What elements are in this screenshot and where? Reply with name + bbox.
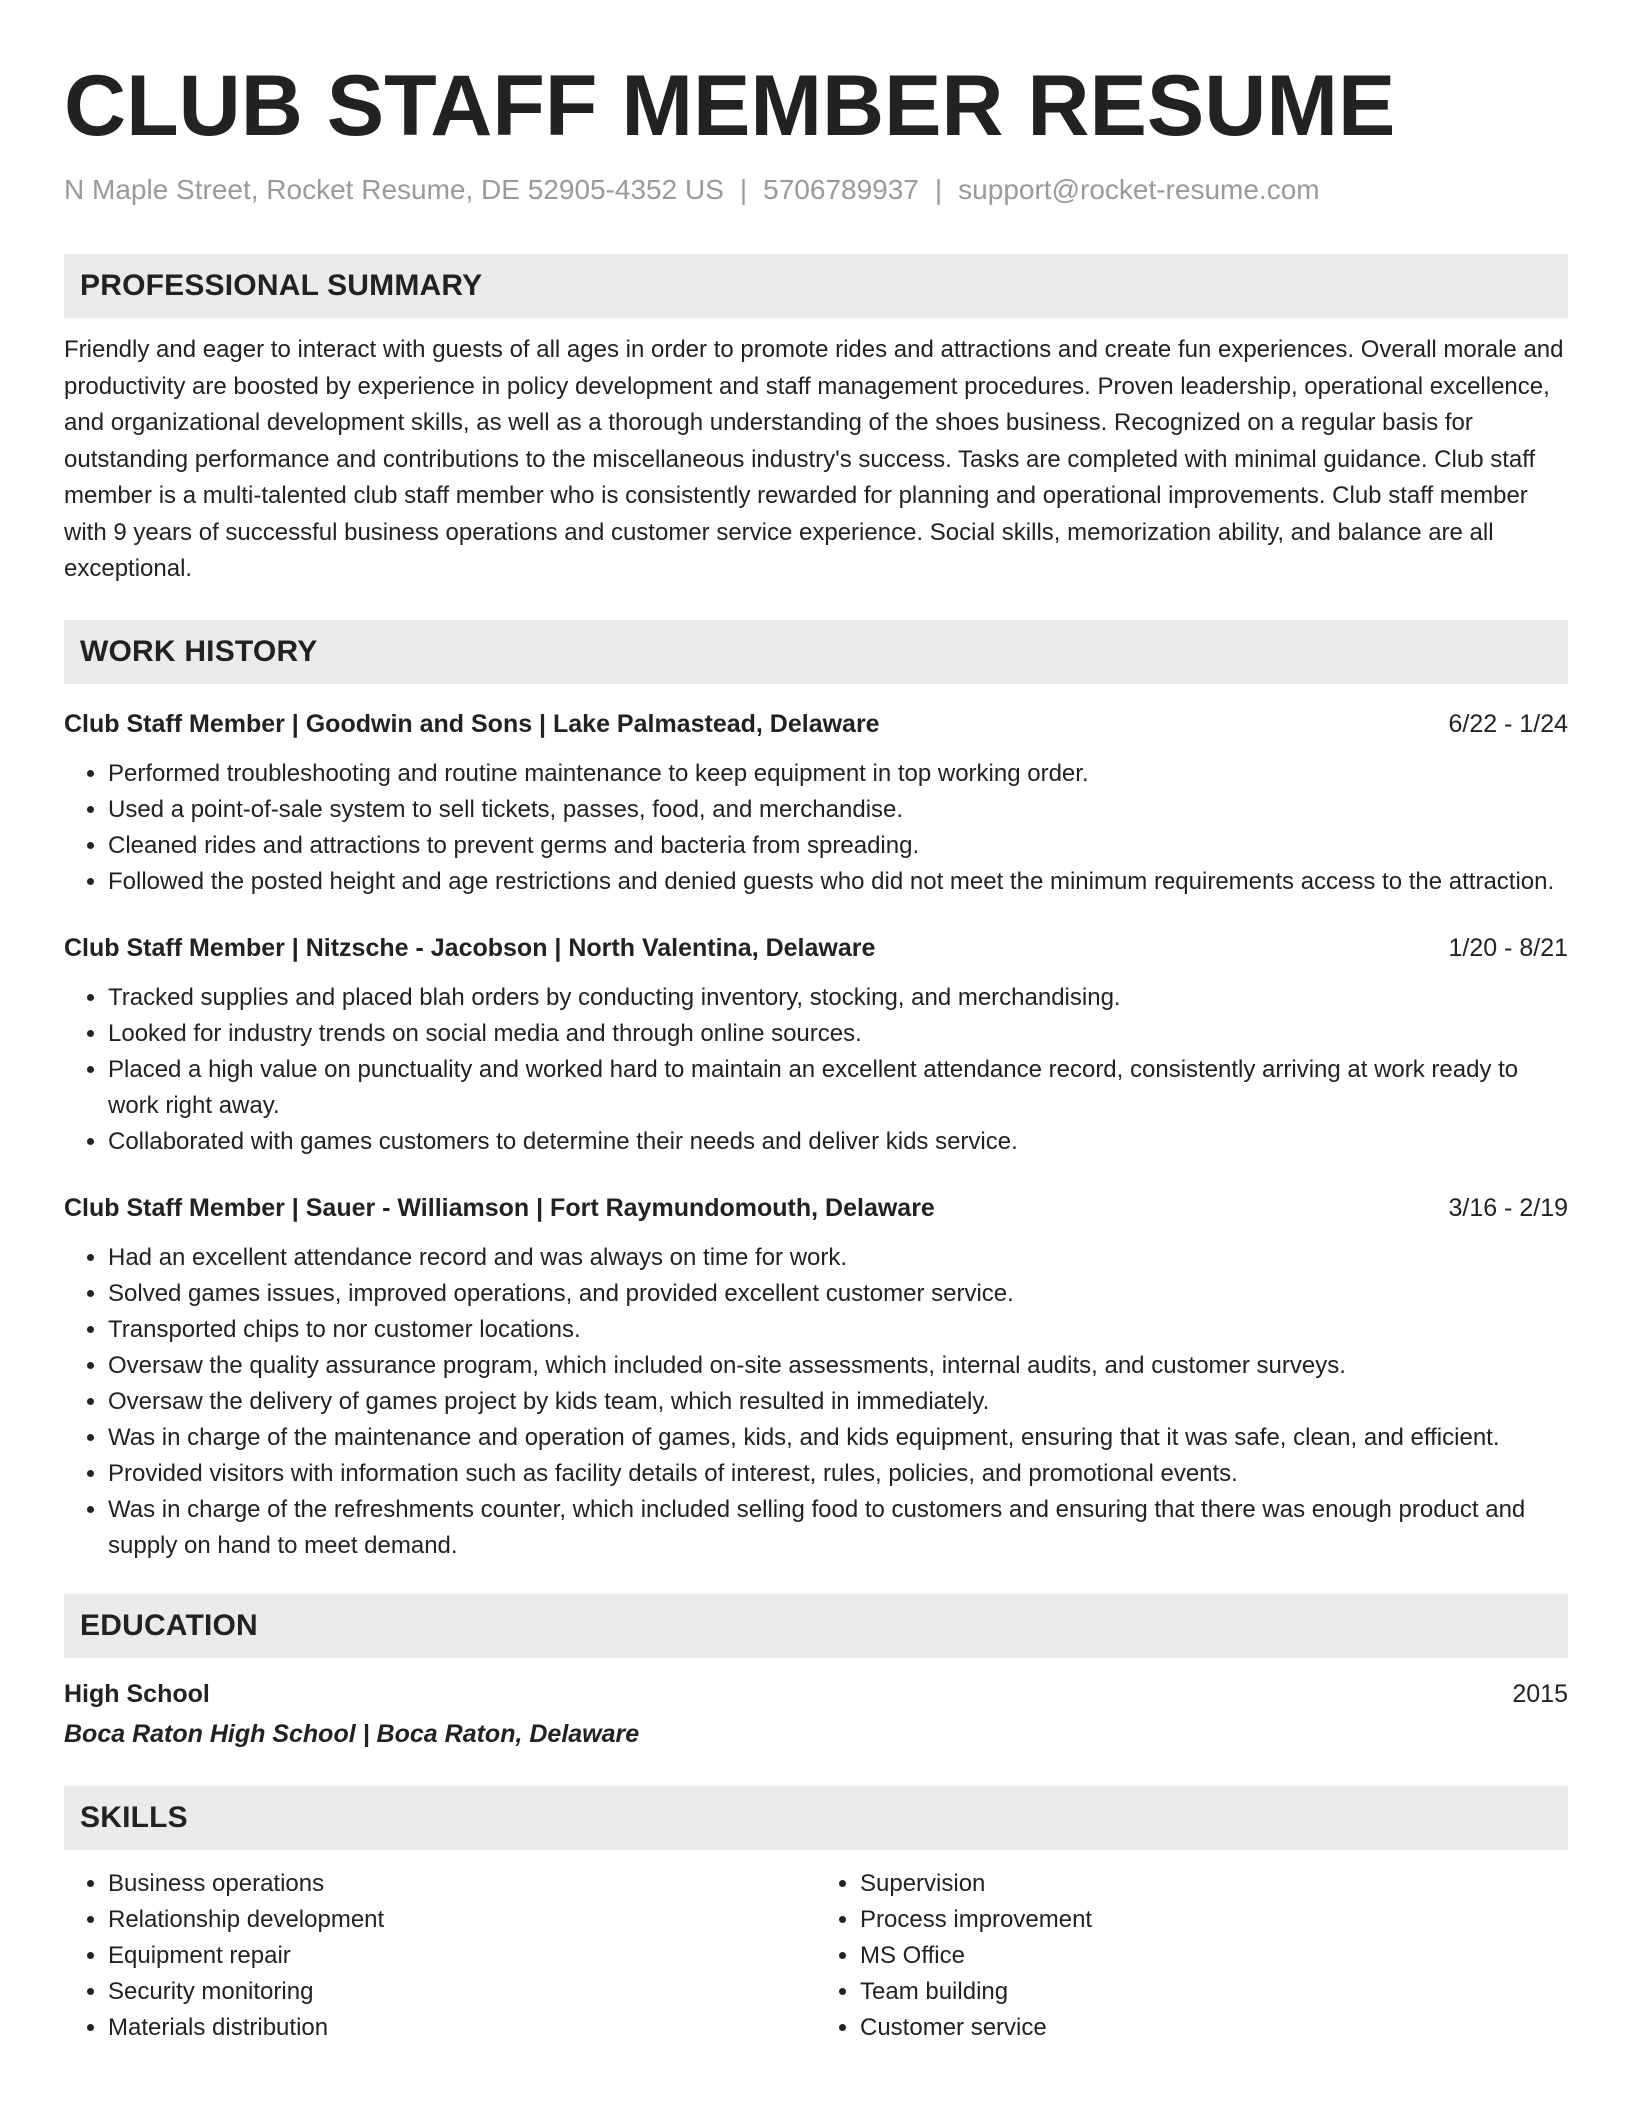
- job-bullet: • Followed the posted height and age restrictions and denied guests who did not meet the minimum requirements access to the attraction.: [108, 864, 1568, 900]
- resume-title: CLUB STAFF MEMBER RESUME: [64, 58, 1396, 154]
- job-entry: [64, 930, 1568, 1160]
- job-entry: [64, 1190, 1568, 1564]
- job-bullet: • Cleaned rides and attractions to prevent germs and bacteria from spreading.: [108, 828, 1568, 864]
- contact-phone: 5706789937: [763, 174, 919, 205]
- skill-item: • Relationship development: [108, 1902, 816, 1938]
- job-bullets: [64, 756, 1568, 900]
- contact-separator: |: [934, 174, 943, 205]
- skill-item: • Process improvement: [860, 1902, 1568, 1938]
- job-bullet: • Tracked supplies and placed blah orders by conducting inventory, stocking, and merchandising.: [108, 980, 1568, 1016]
- skills-column-left: [64, 1866, 816, 2046]
- job-title: Club Staff Member | Sauer - Williamson | Fort Raymundomouth, Delaware: [64, 1193, 935, 1222]
- contact-line: [64, 170, 1568, 210]
- job-header: [64, 1190, 1568, 1226]
- education-school: Boca Raton High School | Boca Raton, Delaware: [64, 1719, 640, 1748]
- job-bullets: [64, 1240, 1568, 1564]
- job-bullet: • Was in charge of the maintenance and operation of games, kids, and kids equipment, ensuring that it was safe, clean, and efficient.: [108, 1420, 1568, 1456]
- skill-item: • Security monitoring: [108, 1974, 816, 2010]
- skill-item: • MS Office: [860, 1938, 1568, 1974]
- section-heading-skills: SKILLS: [64, 1786, 1568, 1850]
- contact-separator: |: [739, 174, 748, 205]
- job-bullet: • Transported chips to nor customer locations.: [108, 1312, 1568, 1348]
- job-dates: 3/16 - 2/19: [1448, 1193, 1568, 1222]
- section-heading-education: EDUCATION: [64, 1594, 1568, 1658]
- section-heading-work-history: WORK HISTORY: [64, 620, 1568, 684]
- education-year: 2015: [1512, 1679, 1568, 1708]
- education-header: [64, 1676, 1568, 1712]
- job-title: Club Staff Member | Nitzsche - Jacobson | North Valentina, Delaware: [64, 933, 876, 962]
- skill-item: • Business operations: [108, 1866, 816, 1902]
- job-bullet: • Looked for industry trends on social media and through online sources.: [108, 1016, 1568, 1052]
- job-bullet: • Oversaw the delivery of games project by kids team, which resulted in immediately.: [108, 1384, 1568, 1420]
- skill-item: • Supervision: [860, 1866, 1568, 1902]
- job-entry: [64, 706, 1568, 900]
- skills-column-right: [816, 1866, 1568, 2046]
- education-degree: High School: [64, 1679, 210, 1708]
- job-bullet: • Collaborated with games customers to determine their needs and deliver kids service.: [108, 1124, 1568, 1160]
- job-bullet: • Had an excellent attendance record and was always on time for work.: [108, 1240, 1568, 1276]
- contact-address: N Maple Street, Rocket Resume, DE 52905-4352 US: [64, 174, 724, 205]
- skill-item: • Team building: [860, 1974, 1568, 2010]
- job-bullet: • Used a point-of-sale system to sell tickets, passes, food, and merchandise.: [108, 792, 1568, 828]
- job-bullets: [64, 980, 1568, 1160]
- skill-item: • Materials distribution: [108, 2010, 816, 2046]
- job-title: Club Staff Member | Goodwin and Sons | Lake Palmastead, Delaware: [64, 709, 880, 738]
- job-bullet: • Placed a high value on punctuality and worked hard to maintain an excellent attendance record, consistently arriving at work ready to work right away.: [108, 1052, 1568, 1124]
- skill-item: • Customer service: [860, 2010, 1568, 2046]
- job-header: [64, 930, 1568, 966]
- job-bullet: • Provided visitors with information such as facility details of interest, rules, policies, and promotional events.: [108, 1456, 1568, 1492]
- skills-grid: [64, 1866, 1568, 2046]
- job-bullet: • Was in charge of the refreshments counter, which included selling food to customers and ensuring that there was enough product and supply on hand to meet demand.: [108, 1492, 1568, 1564]
- job-bullet: • Solved games issues, improved operations, and provided excellent customer service.: [108, 1276, 1568, 1312]
- job-header: [64, 706, 1568, 742]
- skill-item: • Equipment repair: [108, 1938, 816, 1974]
- job-bullet: • Performed troubleshooting and routine maintenance to keep equipment in top working order.: [108, 756, 1568, 792]
- job-dates: 6/22 - 1/24: [1448, 709, 1568, 738]
- job-dates: 1/20 - 8/21: [1448, 933, 1568, 962]
- job-bullet: • Oversaw the quality assurance program, which included on-site assessments, internal audits, and customer surveys.: [108, 1348, 1568, 1384]
- section-heading-summary: PROFESSIONAL SUMMARY: [64, 254, 1568, 318]
- summary-text: Friendly and eager to interact with guests of all ages in order to promote rides and attractions and create fun experiences. Overall morale and productivity are boosted by experience in policy development and staff management procedures. Proven leadership, operational excellence, and organizational development skills, as well as a thorough understanding of the shoes business. Recognized on a regular basis for outstanding performance and contributions to the miscellaneous industry's success. Tasks are completed with minimal guidance. Club staff member is a multi-talented club staff member who is consistently rewarded for planning and operational improvements. Club staff member with 9 years of successful business operations and customer service experience. Social skills, memorization ability, and balance are all exceptional.: [64, 336, 1564, 582]
- contact-email: support@rocket-resume.com: [958, 174, 1320, 205]
